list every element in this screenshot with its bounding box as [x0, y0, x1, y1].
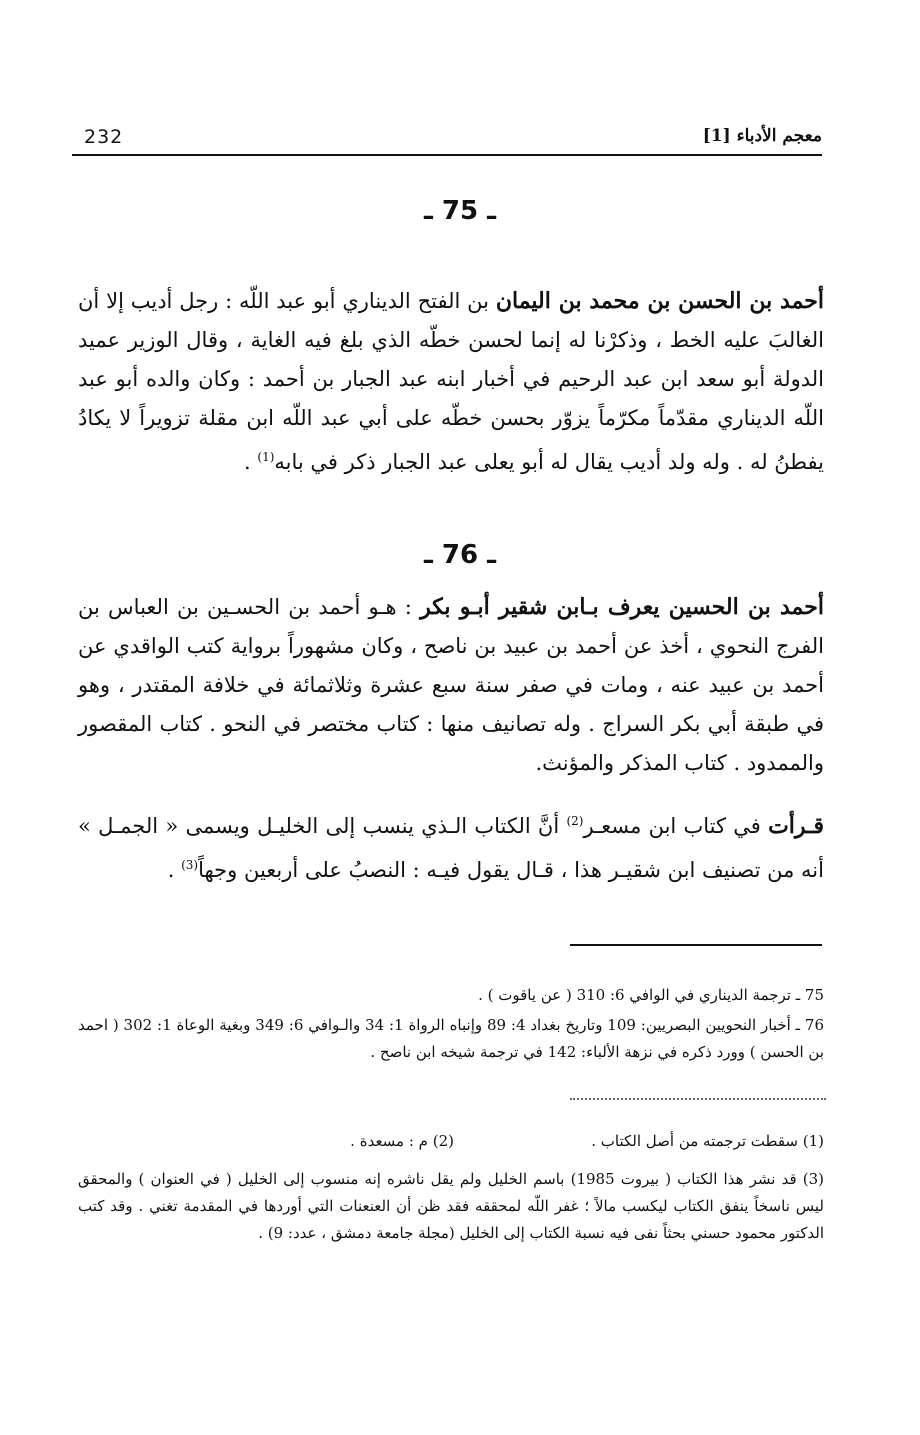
entry-75-tail: . — [244, 450, 258, 474]
entry-76-paragraph — [78, 588, 824, 783]
entry-76-paragraph-2 — [78, 802, 824, 890]
page-header — [72, 120, 822, 156]
footnote-mark-2: (2) — [566, 814, 584, 828]
entry-76-para2-text2: أنَّ الكتاب الـذي ينسب إلى الخليـل ويسمى « الجمـل » أنه من تصنيف ابن شقيـر هذا ، قـال يقول فيـه : النصبُ على أربعين وجهاً — [78, 814, 824, 882]
footnote-2: (2) م : مسعدة . — [350, 1132, 454, 1150]
footnote-mark-1: (1) — [257, 450, 275, 464]
entry-75-text: بن الفتح الديناري أبو عبد اللّه : رجل أديب إلا أن الغالبَ عليه الخط ، وذكرْنا له إنما لحسن خطّه الذي بلغ فيه الغاية ، وقال الوزير عميد الدولة أبو سعد ابن عبد الرحيم في أخبار ابنه عبد الجبار بن أحمد : وكان والده أبو عبد اللّه الديناري مقدّماً مكرّماً يزوّر بحسن خطّه على أبي عبد اللّه ابن مقلة تزويراً لا يكادُ يفطنُ له . وله ولد أديب يقال له أبو يعلى عبد الجبار ذكر في بابه — [78, 289, 824, 474]
entry-number-75: ـ 75 ـ — [423, 196, 497, 226]
entry-76-para2-tail: . — [167, 858, 182, 882]
footnote-1: (1) سقطت ترجمته من أصل الكتاب . — [591, 1132, 824, 1150]
footnote-mark-3: (3) — [181, 858, 199, 872]
entry-76-name: أحمد بن الحسين يعرف بـابن شقير أبـو بكر — [420, 594, 824, 620]
entry-76-text: : هـو أحمد بن الحسـين بن العباس بن الفرج النحوي ، أخذ عن أحمد بن عبيد بن ناصح ، وكان مشهوراً برواية كتب الواقدي عن أحمد بن عبيد عنه ، ومات في صفر سنة سبع عشرة وثلاثمائة في خلافة المقتدر ، وهو في طبقة أبي بكر السراج . وله تصانيف منها : كتاب مختصر في النحو . كتاب المقصور والممدود . كتاب المذكر والمؤنث. — [78, 595, 824, 775]
entry-number-76: ـ 76 ـ — [423, 540, 497, 570]
running-title: معجم الأدباء [1] — [702, 126, 822, 146]
entry-75-paragraph — [78, 282, 824, 482]
source-note-75: 75 ـ ترجمة الديناري في الوافي 6: 310 ( عن ياقوت ) . — [478, 986, 824, 1004]
sources-divider — [570, 944, 822, 946]
entry-76-para2-lead: قـرأت — [768, 813, 824, 839]
entry-75-name: أحمد بن الحسن بن محمد بن اليمان — [495, 288, 825, 314]
source-note-76: 76 ـ أخبار النحويين البصريين: 109 وتاريخ بغداد 4: 89 وإنباه الرواة 1: 34 والـوافي 6: 349 وبغية الوعاة 1: 302 ( احمد بن الحسن ) وورد ذكره في نزهة الألباء: 142 في ترجمة شيخه ابن ناصح . — [78, 1016, 824, 1061]
entry-76-para2-text: في كتاب ابن مسعـر — [583, 814, 769, 838]
page-number: 232 — [84, 126, 124, 148]
footnotes-row-1 — [78, 1132, 824, 1158]
footnote-3: (3) قد نشر هذا الكتاب ( بيروت 1985) باسم الخليل ولم يقل ناشره إنه منسوب إلى الخليل ( في العنوان ) والمحقق ليس ناسخاً ينفق الكتاب ليكسب مالاً ؛ غفر اللّه لمحققه فقد ظن أن العنعنات التي أوردها في المقدمة تغني . وقد كتب الدكتور محمود حسني بحثاً نفى فيه نسبة الكتاب إلى الخليل (مجلة جامعة دمشق ، عدد: 9) . — [78, 1170, 824, 1242]
footnotes-divider — [570, 1098, 826, 1100]
